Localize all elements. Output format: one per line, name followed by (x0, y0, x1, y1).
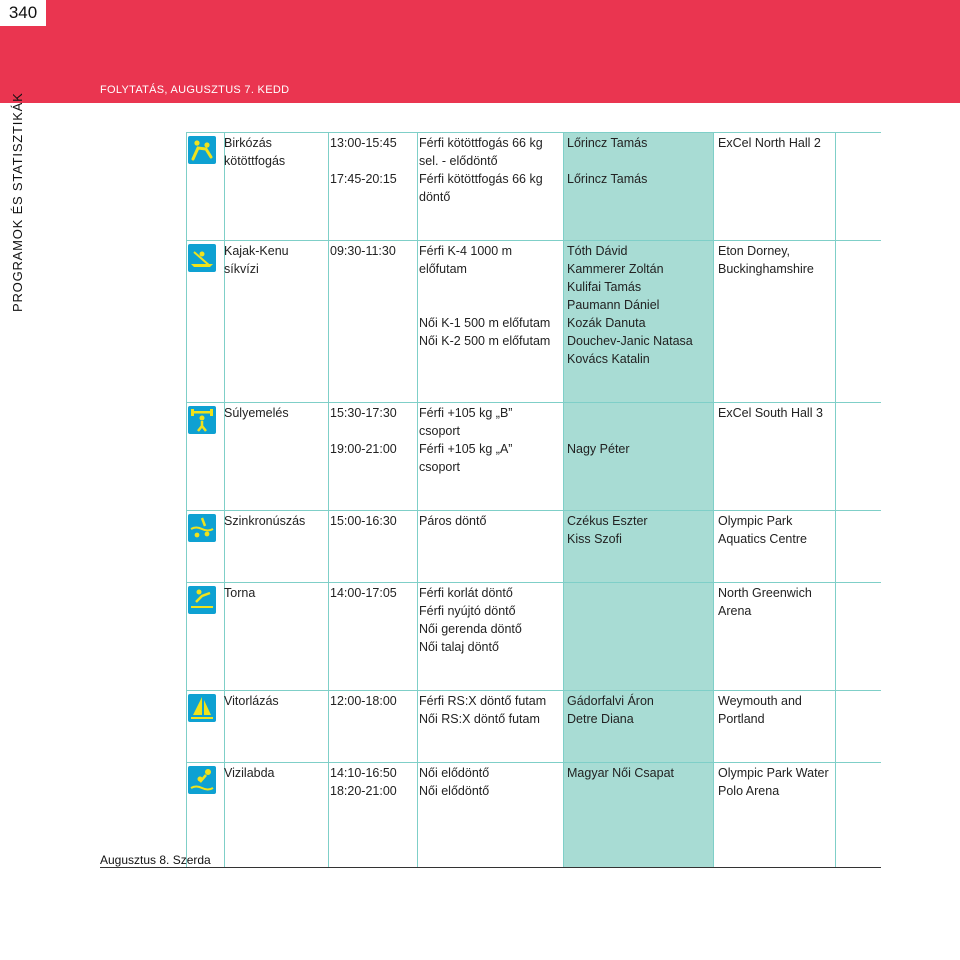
grid-horizontal-line (186, 762, 881, 763)
athlete-line: Kozák Danuta (567, 316, 646, 330)
athlete-line: Lőrincz Tamás (567, 136, 648, 150)
venue-line: North Greenwich (718, 586, 812, 600)
sport-line: Vizilabda (224, 766, 275, 780)
event-line: Férfi korlát döntő (419, 586, 513, 600)
event-line: Férfi +105 kg „A” (419, 442, 513, 456)
time-line: 13:00-15:45 (330, 136, 397, 150)
section-subtitle: FOLYTATÁS, AUGUSZTUS 7. KEDD (100, 84, 290, 96)
event-line: Férfi RS:X döntő futam (419, 694, 547, 708)
athlete-line: Kiss Szofi (567, 532, 622, 546)
grid-horizontal-line (186, 402, 881, 403)
sailing-icon (188, 694, 216, 722)
venue-line: Weymouth and (718, 694, 802, 708)
water-polo-icon (188, 766, 216, 794)
weightlifting-icon (188, 406, 216, 434)
grid-horizontal-line (186, 582, 881, 583)
time-line: 14:10-16:50 (330, 766, 397, 780)
event-line: Női elődöntő (419, 766, 490, 780)
event-line: csoport (419, 460, 460, 474)
athlete-line: Lőrincz Tamás (567, 172, 648, 186)
grid-vertical-line (328, 132, 329, 868)
venue-line: Olympic Park (718, 514, 793, 528)
time-line: 18:20-21:00 (330, 784, 397, 798)
event-line: Férfi kötöttfogás 66 kg (419, 172, 543, 186)
grid-vertical-line (713, 132, 714, 868)
gymnastics-icon (188, 586, 216, 614)
athlete-line: Magyar Női Csapat (567, 766, 674, 780)
event-line: előfutam (419, 262, 467, 276)
grid-horizontal-line (186, 240, 881, 241)
event-line: Női elődöntő (419, 784, 490, 798)
venue-line: ExCel North Hall 2 (718, 136, 821, 150)
time-line: 09:30-11:30 (330, 244, 396, 258)
sport-line: síkvízi (224, 262, 259, 276)
event-line: Páros döntő (419, 514, 487, 528)
grid-vertical-line (563, 132, 564, 868)
sport-line: kötöttfogás (224, 154, 286, 168)
venue-line: ExCel South Hall 3 (718, 406, 823, 420)
athlete-line: Tóth Dávid (567, 244, 628, 258)
time-line: 12:00-18:00 (330, 694, 397, 708)
event-line: Női K-2 500 m előfutam (419, 334, 551, 348)
grid-horizontal-line (186, 132, 881, 133)
sport-line: Vitorlázás (224, 694, 279, 708)
event-line: Férfi +105 kg „B” (419, 406, 513, 420)
time-line: 15:30-17:30 (330, 406, 397, 420)
footer-date: Augusztus 8. Szerda (100, 853, 211, 867)
event-line: Férfi nyújtó döntő (419, 604, 516, 618)
athlete-line: Paumann Dániel (567, 298, 660, 312)
venue-line: Portland (718, 712, 765, 726)
venue-line: Buckinghamshire (718, 262, 814, 276)
venue-line: Arena (718, 604, 752, 618)
athlete-line: Douchev-Janic Natasa (567, 334, 693, 348)
bottom-rule (100, 867, 881, 868)
venue-line: Olympic Park Water (718, 766, 829, 780)
grid-horizontal-line (186, 510, 881, 511)
time-line: 14:00-17:05 (330, 586, 397, 600)
sport-line: Súlyemelés (224, 406, 289, 420)
sport-line: Kajak-Kenu (224, 244, 289, 258)
synchronized-swimming-icon (188, 514, 216, 542)
event-line: Női K-1 500 m előfutam (419, 316, 551, 330)
event-line: döntő (419, 190, 451, 204)
athlete-line: Czékus Eszter (567, 514, 648, 528)
athlete-line: Kulifai Tamás (567, 280, 642, 294)
sport-line: Birkózás (224, 136, 272, 150)
athlete-line: Kammerer Zoltán (567, 262, 664, 276)
sport-line: Torna (224, 586, 256, 600)
athlete-line: Gádorfalvi Áron (567, 694, 654, 708)
side-section-label: PROGRAMOK ÉS STATISZTIKÁK (10, 92, 25, 312)
event-line: csoport (419, 424, 460, 438)
venue-line: Eton Dorney, (718, 244, 791, 258)
event-line: Férfi kötöttfogás 66 kg (419, 136, 543, 150)
grid-vertical-line (186, 132, 187, 868)
time-line: 15:00-16:30 (330, 514, 397, 528)
time-line: 17:45-20:15 (330, 172, 397, 186)
grid-vertical-line (835, 132, 836, 868)
athlete-line: Detre Diana (567, 712, 634, 726)
sport-line: Szinkronúszás (224, 514, 306, 528)
grid-vertical-line (417, 132, 418, 868)
venue-line: Aquatics Centre (718, 532, 807, 546)
event-line: Női gerenda döntő (419, 622, 522, 636)
venue-line: Polo Arena (718, 784, 780, 798)
time-line: 19:00-21:00 (330, 442, 397, 456)
event-line: Női talaj döntő (419, 640, 499, 654)
canoe-sprint-icon (188, 244, 216, 272)
athlete-line: Kovács Katalin (567, 352, 650, 366)
event-line: sel. - elődöntő (419, 154, 498, 168)
page-header (0, 0, 960, 103)
page-number: 340 (0, 0, 46, 26)
wrestling-icon (188, 136, 216, 164)
event-line: Női RS:X döntő futam (419, 712, 540, 726)
athlete-line: Nagy Péter (567, 442, 630, 456)
grid-horizontal-line (186, 690, 881, 691)
event-line: Férfi K-4 1000 m (419, 244, 513, 258)
